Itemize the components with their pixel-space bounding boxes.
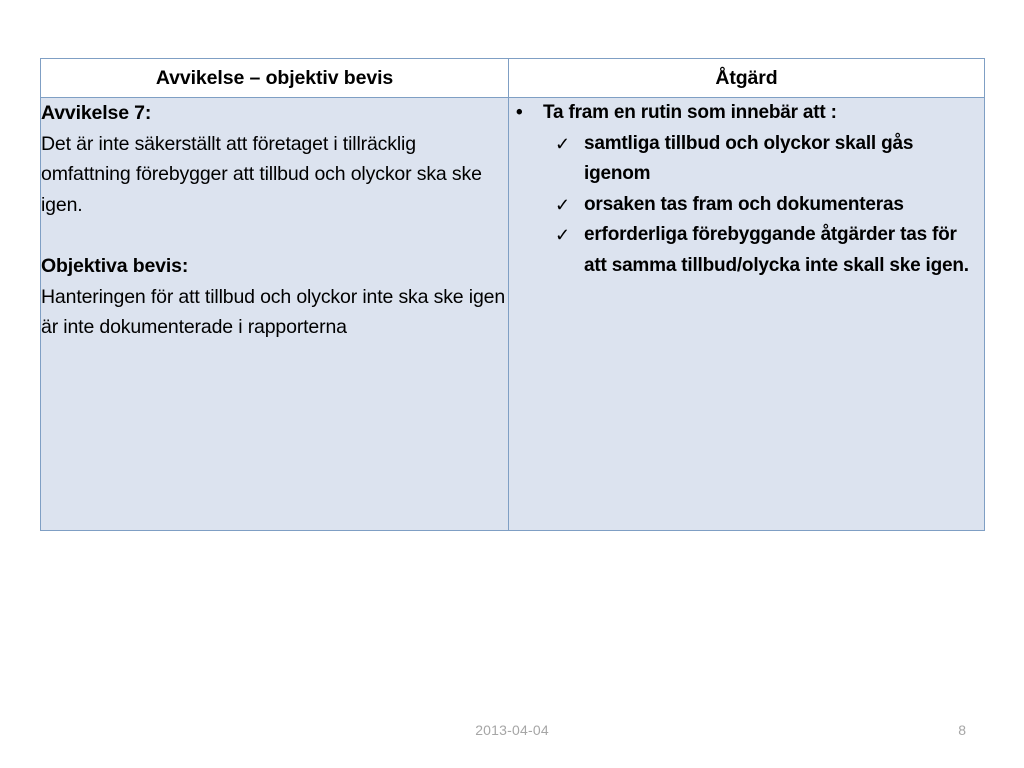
column-header-action: Åtgärd bbox=[509, 59, 985, 98]
checkmark-icon: ✓ bbox=[555, 133, 570, 154]
deviation-title: Avvikelse 7: bbox=[41, 102, 152, 124]
column-header-deviation: Avvikelse – objektiv bevis bbox=[41, 59, 509, 98]
list-item bbox=[543, 129, 984, 190]
checkmark-icon: ✓ bbox=[555, 194, 570, 215]
list-item bbox=[543, 220, 984, 281]
deviation-body: Det är inte säkerställt att företaget i tillräcklig omfattning förebygger att tillbud och olyckor ska ske igen. bbox=[41, 132, 482, 216]
audit-findings-table bbox=[40, 58, 985, 531]
action-bullet-list bbox=[509, 98, 984, 281]
footer-page-number: 8 bbox=[958, 722, 966, 738]
action-sub-label: erforderliga förebyggande åtgärder tas för att samma tillbud/olycka inte skall ske igen. bbox=[584, 224, 969, 276]
cell-deviation-objective-evidence bbox=[41, 98, 509, 531]
list-item bbox=[509, 98, 984, 281]
footer-date: 2013-04-04 bbox=[475, 722, 549, 738]
action-bullet-label: Ta fram en rutin som innebär att : bbox=[543, 102, 837, 123]
objective-evidence-title: Objektiva bevis: bbox=[41, 255, 189, 277]
deviation-block bbox=[41, 98, 508, 220]
paragraph-spacer bbox=[41, 220, 508, 251]
table-header-row bbox=[41, 59, 985, 98]
list-item bbox=[543, 190, 984, 221]
bullet-dot-icon: • bbox=[516, 102, 523, 123]
cell-action bbox=[509, 98, 985, 531]
objective-evidence-body: Hanteringen för att tillbud och olyckor inte ska ske igen är inte dokumenterade i rapporterna bbox=[41, 285, 506, 338]
action-sub-label: orsaken tas fram och dokumenteras bbox=[584, 193, 904, 215]
objective-evidence-block bbox=[41, 251, 508, 343]
table-body-row bbox=[41, 98, 985, 531]
action-check-list bbox=[543, 129, 984, 282]
checkmark-icon: ✓ bbox=[555, 225, 570, 245]
action-sub-label: samtliga tillbud och olyckor skall gås igenom bbox=[584, 132, 914, 184]
